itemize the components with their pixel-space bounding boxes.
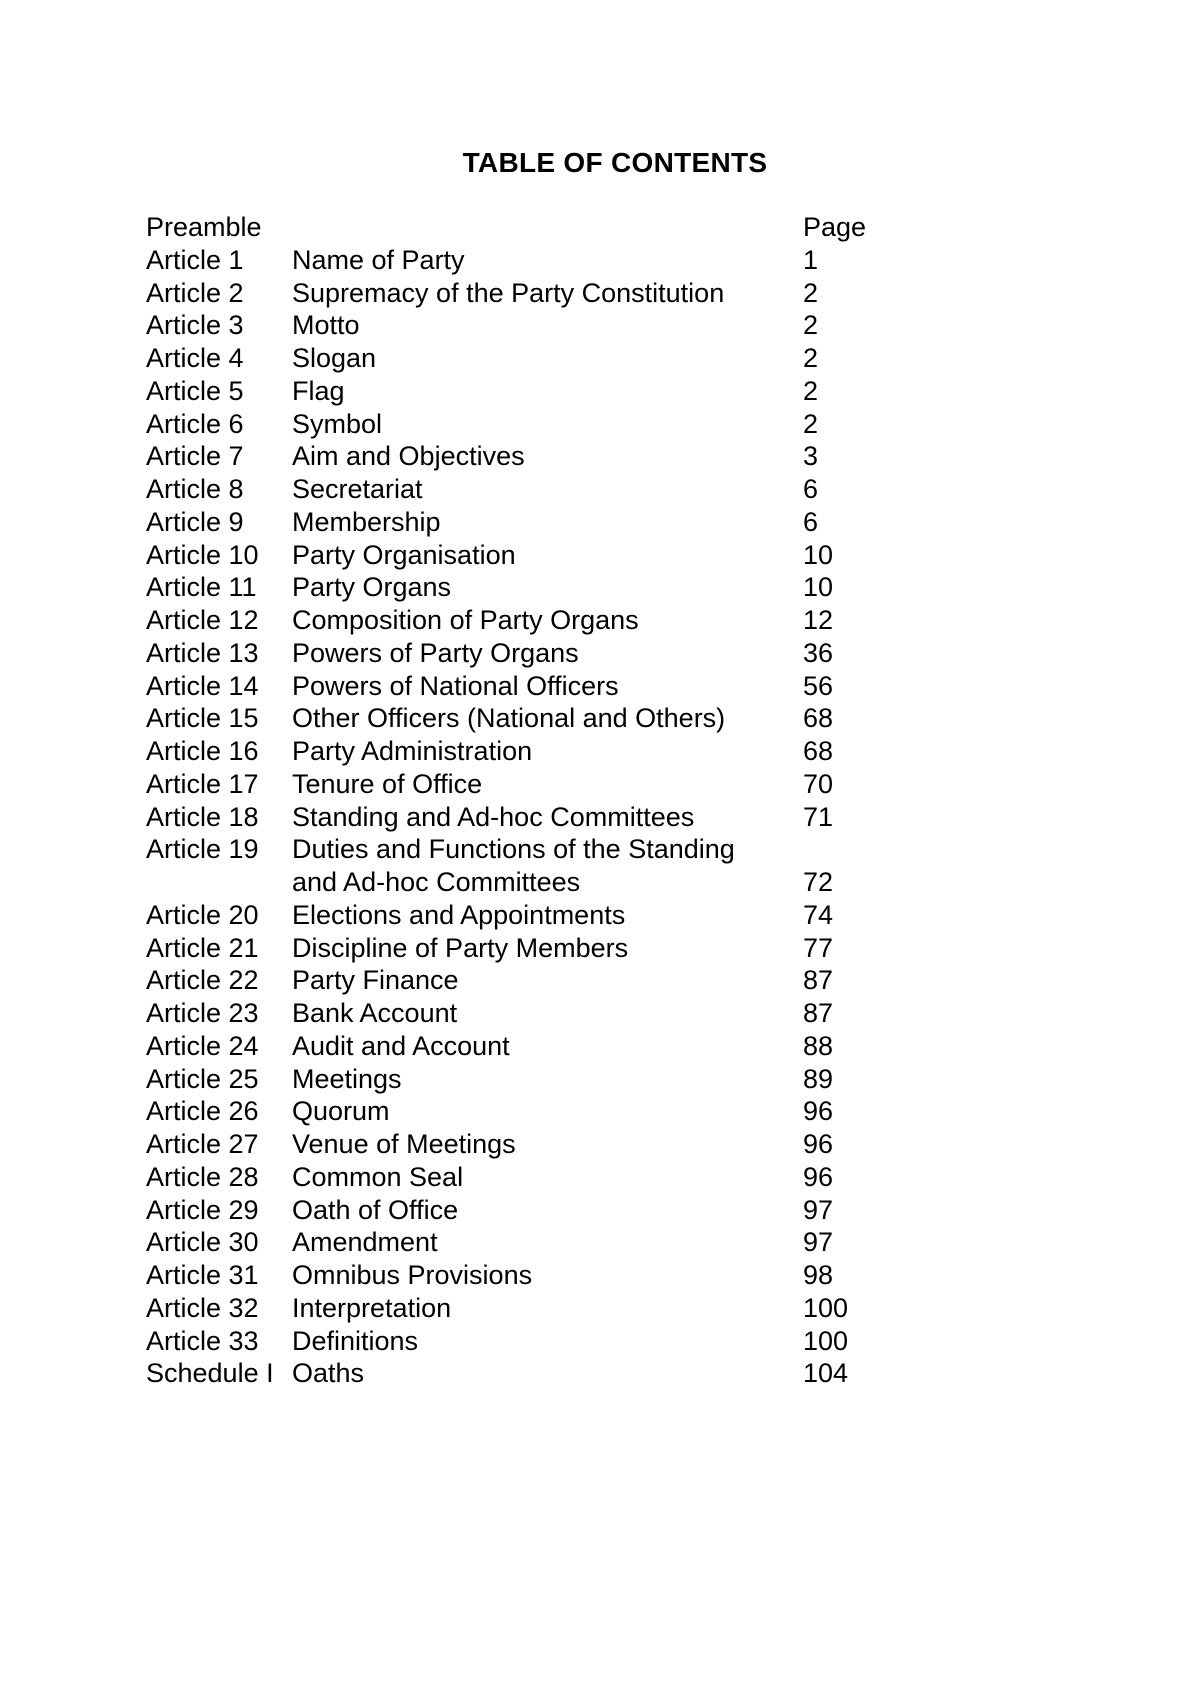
- toc-entry-page: 98: [803, 1260, 834, 1290]
- toc-entry: [146, 375, 906, 408]
- toc-entry-page: 96: [803, 1161, 834, 1192]
- toc-header-row: [146, 211, 906, 244]
- toc-entry-title: Audit and Account: [292, 1030, 510, 1061]
- toc-entry-title: Elections and Appointments: [292, 899, 626, 930]
- toc-entry-title: Meetings: [292, 1063, 402, 1094]
- toc-entry: [146, 1226, 906, 1259]
- toc-entry: [146, 702, 906, 735]
- toc-entry-label: Article 20: [146, 899, 259, 930]
- toc-entry-title: Party Finance: [292, 965, 459, 996]
- toc-entry: [146, 670, 906, 703]
- toc-entry: [146, 1357, 906, 1390]
- toc-entry-label: Article 7: [146, 441, 244, 472]
- toc-entry-title: Name of Party: [292, 244, 465, 275]
- toc-entry: [146, 1128, 906, 1161]
- toc-entry: [146, 1063, 906, 1096]
- toc-entry-label: Article 6: [146, 408, 244, 439]
- toc-entry-title: Powers of National Officers: [292, 670, 619, 701]
- toc-entry: [146, 473, 906, 506]
- toc-entry-title: Duties and Functions of the Standing and Ad-hoc Committees: [292, 834, 735, 897]
- toc-entry-page: 6: [803, 474, 819, 504]
- toc-entry-title: Symbol: [292, 408, 383, 439]
- toc-entry: [146, 277, 906, 310]
- toc-entry-title: Slogan: [292, 343, 377, 373]
- toc-entry-page: 96: [803, 1129, 834, 1159]
- toc-entry-page: 88: [803, 1030, 834, 1061]
- toc-entry: [146, 539, 906, 572]
- toc-entry-label: Article 15: [146, 703, 259, 734]
- toc-entry-label: Schedule I: [146, 1358, 274, 1389]
- toc-entry-page: 100: [803, 1325, 849, 1356]
- toc-entry-label: Article 21: [146, 932, 259, 963]
- toc-entry-label: Article 23: [146, 998, 259, 1028]
- toc-entry-page: 56: [803, 670, 834, 701]
- toc-entry-label: Article 29: [146, 1194, 259, 1225]
- toc-entry-title: Party Organisation: [292, 539, 516, 570]
- toc-entry-page: 72: [803, 867, 834, 897]
- toc-entry-title: Other Officers (National and Others): [292, 703, 726, 734]
- toc-entry: [146, 637, 906, 670]
- toc-entry: [146, 735, 906, 768]
- toc-entry-label: Article 8: [146, 474, 244, 504]
- toc-entry-page: 70: [803, 768, 834, 799]
- toc-entry-label: Article 18: [146, 801, 259, 832]
- toc-entry-title: Membership: [292, 506, 441, 537]
- toc-entry-page: 2: [803, 375, 819, 406]
- toc-entry-page: 36: [803, 637, 834, 668]
- toc-entry-label: Article 12: [146, 605, 259, 635]
- toc-entry-page: 96: [803, 1096, 834, 1127]
- toc-entry: [146, 604, 906, 637]
- toc-entry-label: Article 14: [146, 670, 259, 701]
- toc-entry-label: Article 26: [146, 1096, 259, 1127]
- toc-entry-title: Tenure of Office: [292, 768, 483, 799]
- toc-entry-title: Party Organs: [292, 572, 452, 603]
- toc-entry-page: 87: [803, 998, 834, 1028]
- toc-entry-title: Common Seal: [292, 1161, 464, 1192]
- toc-entry-label: Article 2: [146, 277, 244, 308]
- toc-entry-label: Article 11: [146, 572, 257, 603]
- toc-entry-title: Supremacy of the Party Constitution: [292, 277, 725, 308]
- toc-entry: [146, 1325, 906, 1358]
- toc-entry-title: Flag: [292, 375, 345, 406]
- toc-entry: [146, 833, 906, 899]
- toc-entry: [146, 899, 906, 932]
- toc-entry-label: Article 24: [146, 1030, 259, 1061]
- toc-entry-label: Article 22: [146, 965, 259, 996]
- toc-entry-page: 77: [803, 932, 834, 963]
- toc-entry: [146, 964, 906, 997]
- toc-entry: [146, 1194, 906, 1227]
- toc-entry-page: 2: [803, 310, 819, 341]
- toc-entry-label: Article 32: [146, 1292, 259, 1323]
- toc-entry: [146, 801, 906, 834]
- toc-entry-title: Amendment: [292, 1227, 438, 1258]
- toc-entry-page: 6: [803, 506, 819, 537]
- toc-entry-page: 97: [803, 1194, 834, 1225]
- toc-entry-page: 10: [803, 572, 834, 603]
- toc-entry-page: 2: [803, 408, 819, 439]
- toc-entry: [146, 342, 906, 375]
- toc-entry: [146, 244, 906, 277]
- toc-entry: [146, 309, 906, 342]
- toc-entry-page: 104: [803, 1358, 849, 1389]
- toc-entry: [146, 506, 906, 539]
- toc-entry-title: Quorum: [292, 1096, 390, 1127]
- toc-entry: [146, 440, 906, 473]
- toc-entry-label: Article 17: [146, 768, 259, 799]
- toc-entry: [146, 1292, 906, 1325]
- toc-entry-page: 3: [803, 441, 819, 472]
- toc-entry: [146, 768, 906, 801]
- page-column-header: Page: [803, 212, 867, 242]
- preamble-label: Preamble: [146, 212, 262, 242]
- toc-entry-page: 68: [803, 703, 834, 734]
- toc-entry-title: Powers of Party Organs: [292, 637, 579, 668]
- toc-entry-title: Definitions: [292, 1325, 419, 1356]
- toc-entry-page: 74: [803, 899, 834, 930]
- toc-entry-title: Omnibus Provisions: [292, 1260, 533, 1290]
- toc-entry-title: Discipline of Party Members: [292, 932, 629, 963]
- toc-list: [146, 211, 906, 1390]
- toc-entry-page: 2: [803, 343, 819, 373]
- toc-entry-label: Article 5: [146, 375, 244, 406]
- toc-entry-title: Bank Account: [292, 998, 458, 1028]
- toc-entry-page: 1: [803, 244, 819, 275]
- toc-entry-title: Interpretation: [292, 1292, 452, 1323]
- toc-entry-label: Article 3: [146, 310, 244, 341]
- toc-entry-page: 100: [803, 1292, 849, 1323]
- toc-entry-label: Article 30: [146, 1227, 259, 1258]
- toc-entry: [146, 932, 906, 965]
- toc-entry-title: Venue of Meetings: [292, 1129, 516, 1159]
- toc-entry-title: Aim and Objectives: [292, 441, 525, 472]
- toc-entry-label: Article 1: [146, 244, 244, 275]
- toc-entry-label: Article 27: [146, 1129, 259, 1159]
- toc-entry-title: Composition of Party Organs: [292, 605, 639, 635]
- toc-entry-title: Oaths: [292, 1358, 365, 1389]
- toc-entry: [146, 571, 906, 604]
- toc-entry-label: Article 13: [146, 637, 259, 668]
- toc-entry: [146, 1030, 906, 1063]
- page-title: TABLE OF CONTENTS: [462, 147, 768, 178]
- toc-entry-title: Secretariat: [292, 474, 423, 504]
- toc-entry-page: 12: [803, 605, 834, 635]
- toc-entry: [146, 1161, 906, 1194]
- toc-entry-page: 71: [803, 801, 834, 832]
- toc-entry: [146, 1095, 906, 1128]
- toc-entry: [146, 408, 906, 441]
- toc-entry-page: 87: [803, 965, 834, 996]
- toc-entry-label: Article 10: [146, 539, 259, 570]
- toc-entry-label: Article 9: [146, 506, 244, 537]
- toc-entry-title: Party Administration: [292, 736, 533, 766]
- toc-entry-label: Article 31: [146, 1260, 259, 1290]
- toc-entry-title: Standing and Ad-hoc Committees: [292, 801, 695, 832]
- toc-entry-title: Motto: [292, 310, 360, 341]
- toc-entry-label: Article 19: [146, 834, 259, 865]
- toc-entry-label: Article 16: [146, 736, 259, 766]
- toc-entry: [146, 1259, 906, 1292]
- toc-entry-title: Oath of Office: [292, 1194, 459, 1225]
- toc-entry-page: 10: [803, 539, 834, 570]
- toc-entry-label: Article 28: [146, 1161, 259, 1192]
- toc-entry: [146, 997, 906, 1030]
- toc-entry-page: 68: [803, 736, 834, 766]
- toc-entry-page: 97: [803, 1227, 834, 1258]
- toc-entry-label: Article 33: [146, 1325, 259, 1356]
- toc-entry-page: 2: [803, 277, 819, 308]
- toc-entry-page: 89: [803, 1063, 834, 1094]
- toc-entry-label: Article 25: [146, 1063, 259, 1094]
- toc-entry-label: Article 4: [146, 343, 244, 373]
